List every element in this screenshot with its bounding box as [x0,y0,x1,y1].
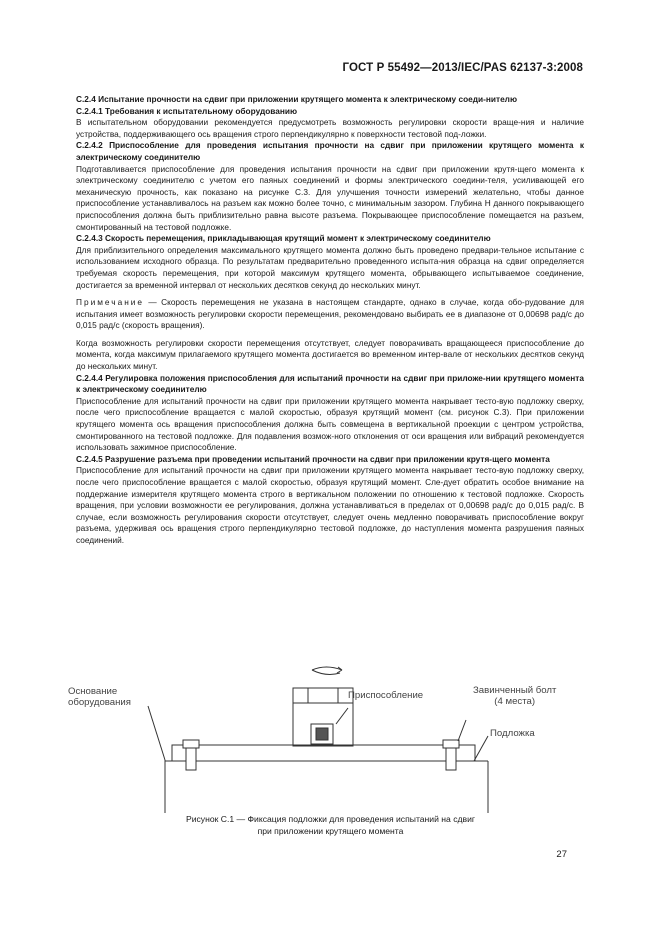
heading-c-2-4-4: С.2.4.4 Регулировка положения приспособления для испытаний прочности на сдвиг при приложе-нии крутящего момента к электрическому соединителю [76,372,584,395]
note-label: Примечание [76,297,145,308]
label-equipment-base: Основание оборудования [68,686,131,708]
paragraph: Для приблизительного определения максимального крутящего момента должно быть проведено предвари-тельное испытание с использованием исходного образца. По результатам предварительно проведенного испыта-ния образца на сдвиг определяется требуемая скорость перемещения, при которой максимум крутящего момента, обрывающего испытываемое соединение, достигается за временной интервал от нескольких десятков секунд до нескольких минут. [76,244,584,290]
paragraph: Приспособление для испытаний прочности на сдвиг при приложении крутящего момента накрывает тесто-вую подложку сверху, после чего приспособление вращается с малой скоростью, образуя крутящий момент (см. рисунок С.3). При приложении крутящего момента ось вращения приспособления должна быть совмещена в вертикальной проекции с центром устройства, смонтированного на тестовой подложке. Для подавления возмож-ного отклонения от оси вращения или вибраций рекомендуется использовать зажимное приспособление. [76,395,584,453]
heading-c-2-4-2: С.2.4.2 Приспособление для проведения испытания прочности на сдвиг при приложении крутящего момента к электрическому соединителю [76,140,584,162]
label-screwed-bolt: Завинченный болт (4 места) [473,685,557,707]
heading-c-2-4-1: С.2.4.1 Требования к испытательному оборудованию [76,105,298,116]
note-text: — Скорость перемещения не указана в настоящем стандарте, однако в случае, когда обо-рудование для испытания имеет возможность регулировки скорости перемещения, рекомендовано выбирать ее в диапазоне от 0,00698 рад/с до 0,015 рад/с (скорость вращения). [76,297,584,331]
heading-c-2-4-3: С.2.4.3 Скорость перемещения, прикладывающая крутящий момент к электрическому соединителю [76,233,491,244]
page-number: 27 [556,849,567,860]
label-fixture: Приспособление [348,690,424,701]
substrate-shape [172,745,475,761]
paragraph: Приспособление для испытаний прочности на сдвиг при приложении крутящего момента накрывает тесто-вую подложку сверху, после чего приспособление вращается с малой скоростью, образуя крутящий момент. Сле-дует обратить особое внимание на поддержание измерителя крутящего момента строго в вертикальном положении по отношению к тестовой подложке. Скорость вращения, при условии возможности ее регулирования, должна устанавливаться в пределах от 0,00698 рад/с до 0,015 рад/с. В случае, если возможность регулирования скорости отсутствует, следует очень медленно поворачивать приспособление вокруг разъема, удерживая ось вращения строго перпендикулярно тестовой подложке, до наступления момента разрушения паяных соединений. [76,465,584,545]
note-paragraph [76,297,584,332]
figure-c1 [60,648,600,818]
heading-c-2-4-5: С.2.4.5 Разрушение разъема при проведении испытаний прочности на сдвиг при приложении крутя-щего момента [76,453,550,464]
standard-header: ГОСТ Р 55492—2013/IEC/PAS 62137-3:2008 [342,62,583,74]
label-substrate: Подложка [490,728,535,739]
heading-c-2-4: С.2.4 Испытание прочности на сдвиг при приложении крутящего момента к электрическому соеди-нителю [76,94,518,104]
equipment-base-shape [165,760,488,813]
paragraph: В испытательном оборудовании рекомендуется предусмотреть возможность регулировки скорости враще-ния и наличие устройства, поддерживающего ось вращения строго перпендикулярно к поверхности тестовой под-ложки. [76,117,584,139]
body-text [76,94,584,547]
figure-caption: Рисунок С.1 — Фиксация подложки для проведения испытаний на сдвиг при приложении крутящего момента [185,814,476,836]
paragraph: Подготавливается приспособление для проведения испытания прочности на сдвиг при приложении крутя-щего момента к электрическому соединителю с учетом его паяных соединений и формы электрического соедини-теля, усиливающей его механическую прочность, как показано на рисунке С.3. Для улучшения точности измерений желательно, чтобы данное приспособление устанавливалось на разъем как можно более точно, с минимальным зазором. Глубина H данного покрывающего приспособления должна быть приблизительно равна высоте разъема. Покрывающее приспособление помещается на разъем, смонтированный на тестовой подложке. [76,163,584,232]
paragraph: Когда возможность регулировки скорости перемещения отсутствует, следует поворачивать вращающееся приспособление до момента, когда максимум прилагаемого крутящего момента достигается во временном интер-вале от нескольких десятков секунд до нескольких минут. [76,337,584,372]
